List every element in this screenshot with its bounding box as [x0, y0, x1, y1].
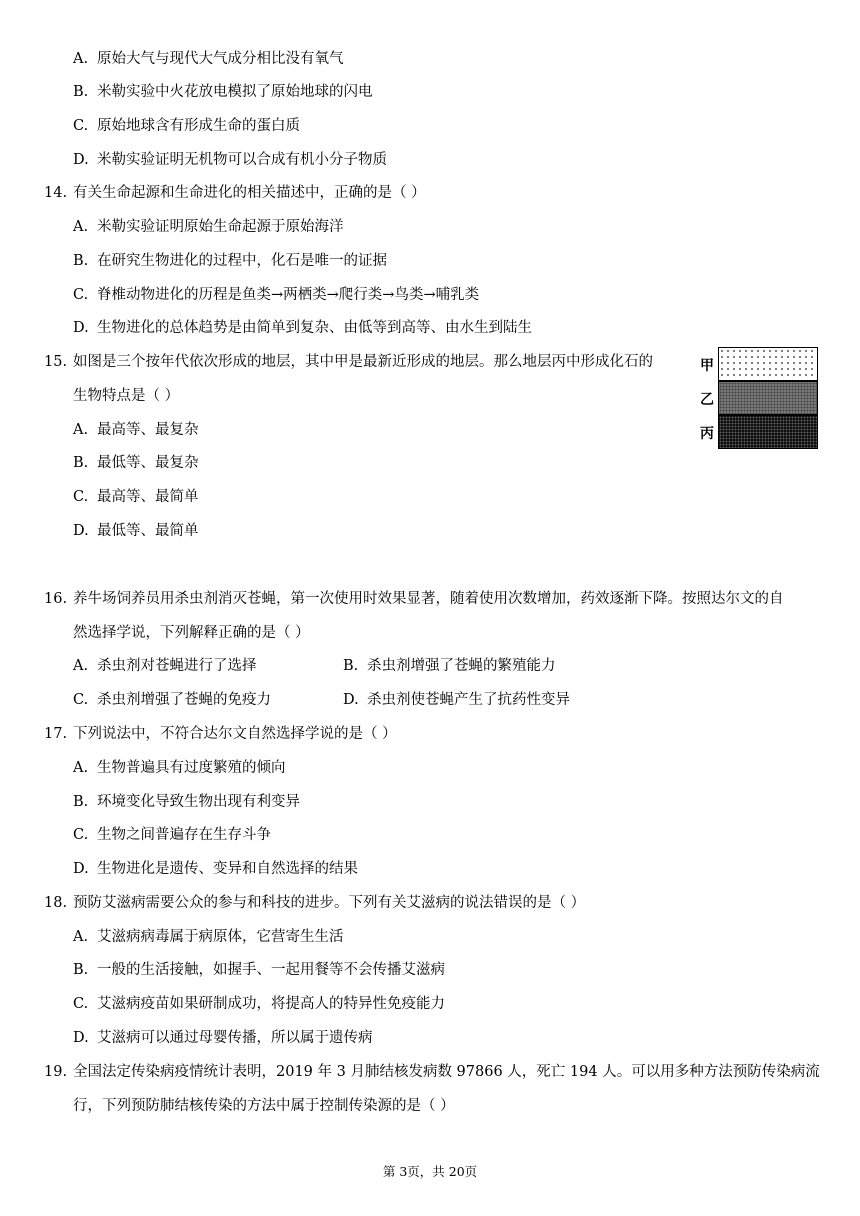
q15-option-d: D. 最低等、最简单	[73, 523, 199, 539]
q19-number: 19.	[44, 1064, 68, 1080]
q14-option-c: C. 脊椎动物进化的历程是鱼类→两栖类→爬行类→鸟类→哺乳类	[73, 287, 480, 303]
q15-option-b: B. 最低等、最复杂	[73, 455, 199, 471]
q17-option-a: A. 生物普遍具有过度繁殖的倾向	[73, 760, 286, 776]
q15-stem-line1: 如图是三个按年代依次形成的地层，其中甲是最新近形成的地层。那么地层丙中形成化石的	[73, 354, 653, 370]
stratum-jia-layer	[718, 347, 818, 381]
q14-number: 14.	[44, 185, 68, 201]
page-footer: 第 3页，共 20页	[382, 1164, 478, 1179]
stratum-bing-layer	[718, 415, 818, 449]
q16-option-c: C. 杀虫剂增强了苍蝇的免疫力	[73, 692, 271, 708]
q16-stem-line1: 养牛场饲养员用杀虫剂消灭苍蝇，第一次使用时效果显著，随着使用次数增加，药效逐渐下降。按照达尔文的自	[73, 591, 784, 607]
q13-option-a: A. 原始大气与现代大气成分相比没有氧气	[73, 51, 344, 67]
q18-option-c: C. 艾滋病疫苗如果研制成功，将提高人的特异性免疫能力	[73, 996, 445, 1012]
q15-number: 15.	[44, 354, 68, 370]
q16-stem-line2: 然选择学说，下列解释正确的是（ ）	[73, 625, 310, 641]
q15-option-c: C. 最高等、最简单	[73, 489, 199, 505]
strata-label-yi: 乙	[700, 392, 714, 408]
q17-option-b: B. 环境变化导致生物出现有利变异	[73, 794, 300, 810]
q14-option-b: B. 在研究生物进化的过程中，化石是唯一的证据	[73, 253, 387, 269]
q17-option-c: C. 生物之间普遍存在生存斗争	[73, 827, 271, 843]
q16-number: 16.	[44, 591, 68, 607]
strata-label-bing: 丙	[700, 426, 714, 442]
q18-option-a: A. 艾滋病病毒属于病原体，它营寄生生活	[73, 929, 344, 945]
q13-option-d: D. 米勒实验证明无机物可以合成有机小分子物质	[73, 152, 387, 168]
q17-option-d: D. 生物进化是遗传、变异和自然选择的结果	[73, 861, 358, 877]
q16-option-a: A. 杀虫剂对苍蝇进行了选择	[73, 658, 257, 674]
q19-stem-line2: 行，下列预防肺结核传染的方法中属于控制传染源的是（ ）	[73, 1098, 455, 1114]
q13-option-c: C. 原始地球含有形成生命的蛋白质	[73, 118, 300, 134]
q18-stem: 预防艾滋病需要公众的参与和科技的进步。下列有关艾滋病的说法错误的是（ ）	[73, 895, 586, 911]
q13-option-b: B. 米勒实验中火花放电模拟了原始地球的闪电	[73, 84, 373, 100]
q14-option-a: A. 米勒实验证明原始生命起源于原始海洋	[73, 219, 344, 235]
q16-option-d: D. 杀虫剂使苍蝇产生了抗药性变异	[343, 692, 570, 708]
q18-option-d: D. 艾滋病可以通过母婴传播，所以属于遗传病	[73, 1030, 373, 1046]
q14-option-d: D. 生物进化的总体趋势是由简单到复杂、由低等到高等、由水生到陆生	[73, 320, 532, 336]
q17-stem: 下列说法中，不符合达尔文自然选择学说的是（ ）	[73, 726, 397, 742]
q15-option-a: A. 最高等、最复杂	[73, 422, 199, 438]
q18-option-b: B. 一般的生活接触，如握手、一起用餐等不会传播艾滋病	[73, 962, 445, 978]
q15-stem-line2: 生物特点是（ ）	[73, 388, 180, 404]
stratum-yi-layer	[718, 381, 818, 415]
q14-stem: 有关生命起源和生命进化的相关描述中，正确的是（ ）	[73, 185, 426, 201]
q18-number: 18.	[44, 895, 68, 911]
q19-stem-line1: 全国法定传染病疫情统计表明，2019 年 3 月肺结核发病数 97866 人，死亡 194 人。可以用多种方法预防传染病流	[73, 1064, 820, 1080]
q17-number: 17.	[44, 726, 68, 742]
q16-option-b: B. 杀虫剂增强了苍蝇的繁殖能力	[343, 658, 556, 674]
strata-label-jia: 甲	[700, 358, 714, 374]
